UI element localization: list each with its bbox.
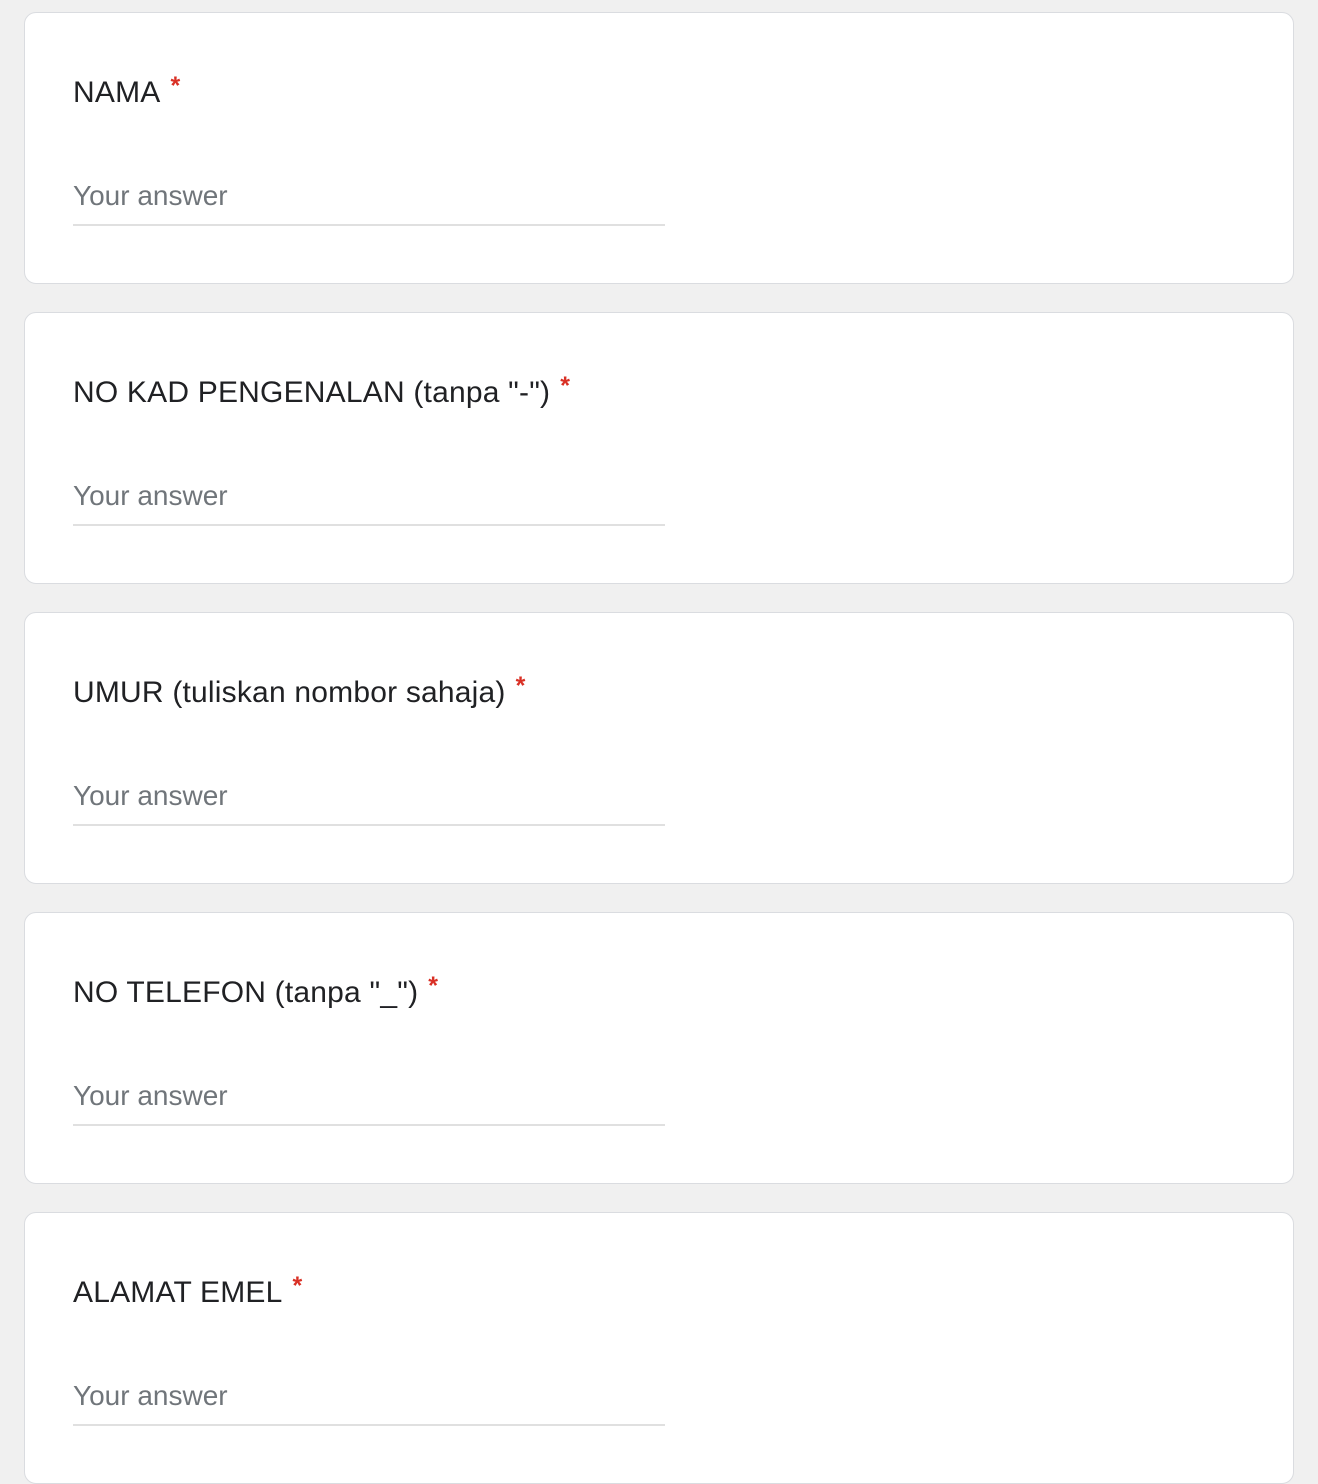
question-label: [73, 371, 1245, 416]
question-card-umur: [24, 612, 1294, 884]
answer-area: [73, 1078, 1245, 1126]
question-title: UMUR (tuliskan nombor sahaja): [73, 676, 506, 709]
question-title: NO KAD PENGENALAN (tanpa "-"): [73, 376, 551, 409]
question-card-no-telefon: [24, 912, 1294, 1184]
short-answer-input-no-telefon[interactable]: [73, 1078, 665, 1126]
required-asterisk: *: [292, 1272, 303, 1300]
short-answer-input-alamat-emel[interactable]: [73, 1378, 665, 1426]
question-title: NO TELEFON (tanpa "_"): [73, 976, 419, 1009]
answer-area: [73, 778, 1245, 826]
short-answer-input-no-kad-pengenalan[interactable]: [73, 478, 665, 526]
short-answer-input-nama[interactable]: [73, 178, 665, 226]
question-label: [73, 71, 1245, 116]
question-label: [73, 1271, 1245, 1316]
required-asterisk: *: [515, 672, 526, 700]
answer-area: [73, 1378, 1245, 1426]
answer-area: [73, 478, 1245, 526]
question-label: [73, 671, 1245, 716]
question-label: [73, 971, 1245, 1016]
short-answer-input-umur[interactable]: [73, 778, 665, 826]
question-card-alamat-emel: [24, 1212, 1294, 1484]
question-title: ALAMAT EMEL: [73, 1276, 283, 1309]
required-asterisk: *: [560, 372, 571, 400]
required-asterisk: *: [428, 972, 439, 1000]
question-card-no-kad-pengenalan: [24, 312, 1294, 584]
question-title: NAMA: [73, 76, 161, 109]
required-asterisk: *: [170, 72, 181, 100]
question-card-nama: [24, 12, 1294, 284]
answer-area: [73, 178, 1245, 226]
